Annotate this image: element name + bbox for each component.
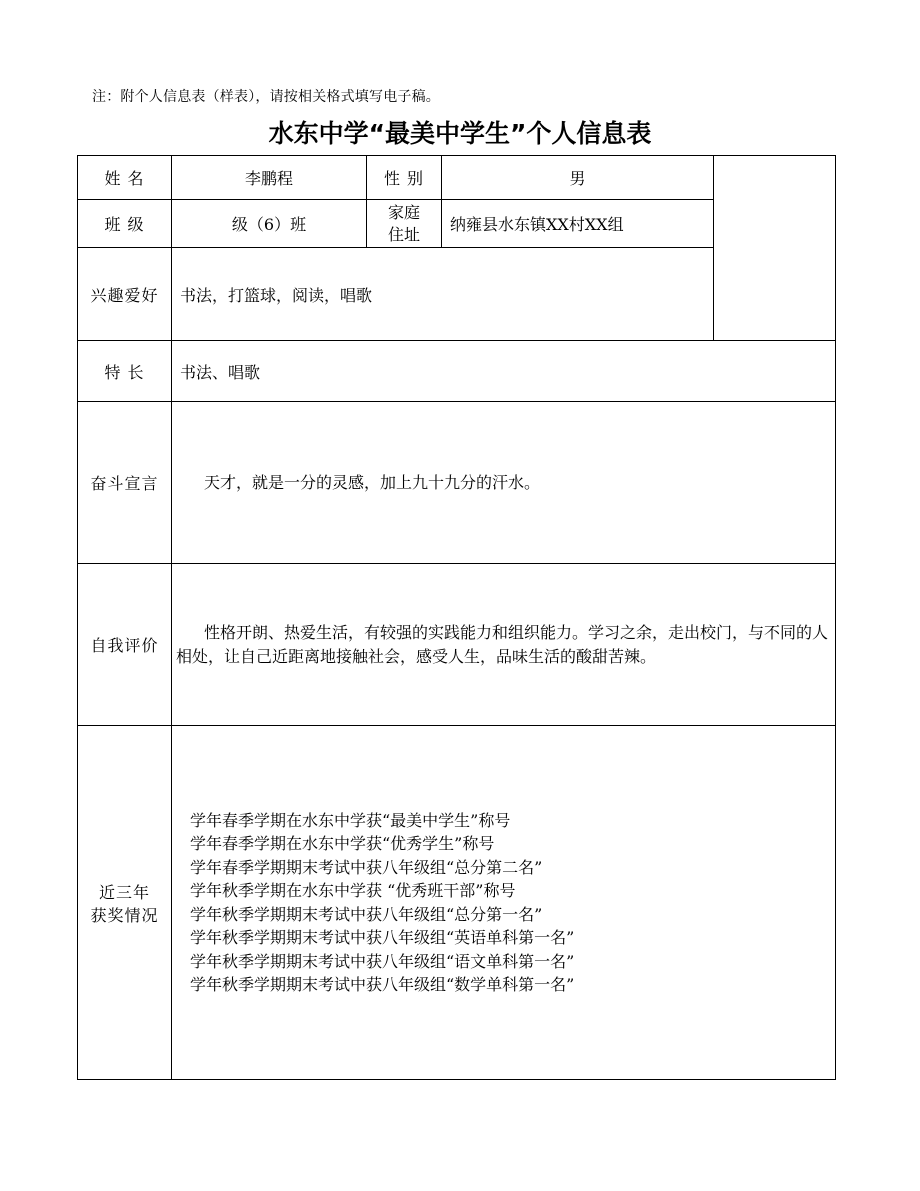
row-name-gender	[78, 156, 836, 200]
row-awards	[78, 726, 836, 1080]
award-item: 学年秋季学期期末考试中获八年级组“语文单科第一名”	[190, 951, 575, 971]
self-eval-value: 性格开朗、热爱生活，有较强的实践能力和组织能力。学习之余，走出校门，与不同的人相处，让自己近距离地接触社会，感受人生，品味生活的酸甜苦辣。	[172, 564, 836, 726]
award-item: 学年春季学期在水东中学获“最美中学生”称号	[190, 810, 511, 830]
class-value: 级（6）班	[172, 200, 367, 248]
motto-value: 天才，就是一分的灵感，加上九十九分的汗水。	[172, 402, 836, 564]
form-title: 水东中学“最美中学生”个人信息表	[268, 119, 652, 148]
gender-label: 性 别	[367, 156, 442, 200]
hobby-value: 书法，打篮球，阅读，唱歌	[172, 248, 714, 341]
address-value: 纳雍县水东镇XX村XX组	[442, 200, 714, 248]
row-specialty	[78, 341, 836, 402]
awards-label	[78, 726, 172, 1080]
specialty-value: 书法、唱歌	[172, 341, 836, 402]
motto-label: 奋斗宣言	[78, 402, 172, 564]
award-item: 学年秋季学期期末考试中获八年级组“英语单科第一名”	[190, 928, 575, 947]
name-label: 姓 名	[78, 156, 172, 200]
award-item: 学年秋季学期期末考试中获八年级组“总分第一名”	[190, 904, 543, 924]
award-item: 学年春季学期在水东中学获“优秀学生”称号	[190, 834, 495, 853]
form-note: 注：附个人信息表（样表），请按相关格式填写电子稿。	[92, 89, 440, 105]
name-value: 李鹏程	[172, 156, 367, 200]
class-label: 班 级	[78, 200, 172, 248]
award-item: 学年秋季学期在水东中学获 “优秀班干部”称号	[190, 881, 516, 900]
row-self-eval	[78, 564, 836, 726]
address-label	[367, 200, 442, 248]
row-motto	[78, 402, 836, 564]
specialty-label: 特 长	[78, 341, 172, 402]
address-label-line1: 家庭	[387, 202, 420, 222]
photo-box	[714, 156, 836, 341]
self-eval-label: 自我评价	[78, 564, 172, 726]
address-label-line2: 住址	[387, 224, 420, 244]
awards-list	[172, 726, 836, 1080]
awards-label-line2: 获奖情况	[90, 905, 159, 925]
award-item: 学年春季学期期末考试中获八年级组“总分第二名”	[190, 857, 543, 877]
info-table	[77, 155, 836, 1080]
awards-label-line1: 近三年	[98, 882, 150, 902]
gender-value: 男	[442, 156, 714, 200]
hobby-label: 兴趣爱好	[78, 248, 172, 341]
award-item: 学年秋季学期期末考试中获八年级组“数学单科第一名”	[190, 975, 575, 994]
